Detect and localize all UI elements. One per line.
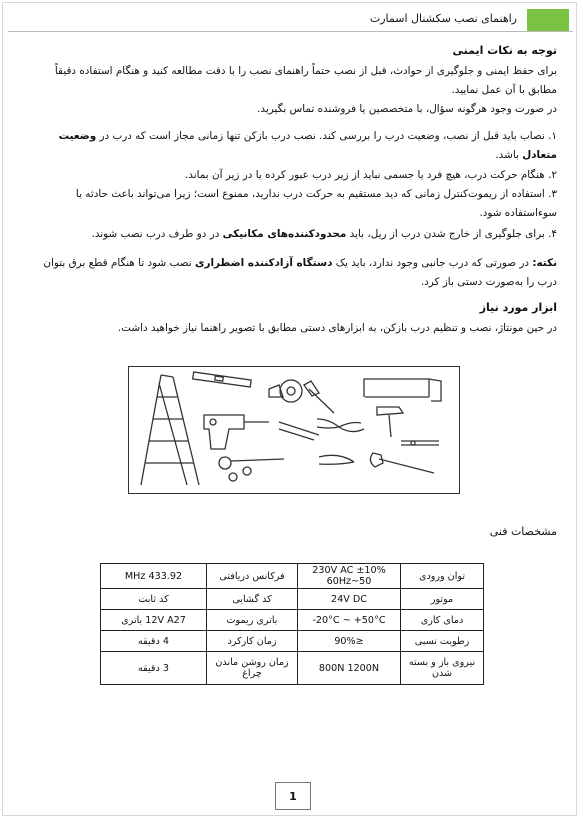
- page-number: 1: [275, 782, 311, 810]
- spec-value: -20°C ~ +50°C: [298, 610, 401, 631]
- item-1-end: باشد.: [495, 149, 523, 161]
- spec-value: 24V DC: [298, 589, 401, 610]
- note-text: در صورتی که درب جانبی وجود ندارد، باید یک: [332, 257, 533, 269]
- spec-label: کد گشایی: [207, 589, 298, 610]
- ladder-icon: [141, 375, 199, 485]
- tools-text: در حین مونتاژ، نصب و تنظیم درب بازکن، به ابزارهای دستی مطابق با تصویر راهنما نیاز خواهید داشت.: [117, 322, 557, 334]
- spec-label: باتری ریموت: [207, 610, 298, 631]
- item-1-bold: وضعیت متعادل: [58, 130, 557, 161]
- hacksaw-icon: [364, 379, 441, 401]
- wire-stripper-icon: [401, 441, 439, 445]
- table-row: [101, 631, 484, 652]
- level-icon: [193, 372, 251, 387]
- safety-heading: توجه به نکات ایمنی: [452, 44, 557, 57]
- spec-label: دمای کاری: [401, 610, 484, 631]
- safety-item-3: ۳. استفاده از ریموت‌کنترل زمانی که دید مستقیم به حرکت درب ندارید، ممنوع است؛ زیرا می‌تواند باعث حادثه یا سوءاستفاده شود.: [75, 188, 557, 219]
- tools-heading: ابزار مورد نیاز: [479, 301, 557, 314]
- spec-label: فرکانس دریافتی: [207, 564, 298, 589]
- item-4-bold: محدودکننده‌های مکانیکی: [222, 228, 347, 240]
- tape-measure-icon: [269, 380, 302, 402]
- spec-value: 433.92 MHz: [101, 564, 207, 589]
- page-header: [8, 9, 573, 31]
- table-row: [101, 589, 484, 610]
- safety-intro-1: برای حفظ ایمنی و جلوگیری از حوادث، قبل از نصب حتماً راهنمای نصب را با دقت مطالعه کنید و هنگام استفاده دقیقاً مطابق با آن عمل نمایید.: [54, 65, 557, 96]
- item-4-text: ۴. برای جلوگیری از خارج شدن درب از ریل، باید: [346, 228, 557, 240]
- spec-label: نیروی باز و بسته شدن: [401, 652, 484, 685]
- specs-title: مشخصات فنی: [489, 525, 557, 538]
- table-row: [101, 564, 484, 589]
- note-label: نکته:: [532, 257, 557, 269]
- spec-value: 3 دقیقه: [101, 652, 207, 685]
- adjustable-wrench-icon: [370, 453, 434, 473]
- header-divider: [8, 31, 573, 32]
- safety-item-4: [25, 225, 557, 244]
- header-accent-bar: [527, 9, 569, 31]
- safety-intro-2: در صورت وجود هرگونه سؤال، با متخصصین یا فروشنده تماس بگیرید.: [257, 103, 557, 115]
- spec-value: 12V A27 باتری: [101, 610, 207, 631]
- pliers-icon: [317, 419, 364, 464]
- socket-wrench-icon: [219, 457, 284, 481]
- table-row: [101, 652, 484, 685]
- header-title: راهنمای نصب سکشنال اسمارت: [369, 12, 517, 25]
- tools-illustration: [128, 366, 460, 494]
- table-row: [101, 610, 484, 631]
- item-1-text: ۱. نصاب باید قبل از نصب، وضعیت درب را بررسی کند. نصب درب بازکن تنها زمانی مجاز است که درب در: [96, 130, 557, 142]
- note-bold: دستگاه آزادکننده اضطراری: [194, 257, 333, 269]
- drill-icon: [204, 415, 269, 449]
- spec-label: رطوبت نسبی: [401, 631, 484, 652]
- safety-item-1: [25, 127, 557, 165]
- spec-value: 230V AC ±10% 50~60Hz: [298, 564, 401, 589]
- spec-value: 4 دقیقه: [101, 631, 207, 652]
- spec-label: زمان روشن ماندن چراغ: [207, 652, 298, 685]
- specs-table: [100, 563, 484, 685]
- spec-label: توان ورودی: [401, 564, 484, 589]
- safety-item-2: ۲. هنگام حرکت درب، هیچ فرد یا جسمی نباید از زیر درب عبور کرده یا در زیر آن بماند.: [184, 169, 557, 181]
- item-4-end: در دو طرف درب نصب شوند.: [91, 228, 223, 240]
- spec-value: ≤90%: [298, 631, 401, 652]
- safety-note: [25, 254, 557, 292]
- hammer-icon: [377, 407, 403, 437]
- spec-label: موتور: [401, 589, 484, 610]
- note-end: نصب شود تا هنگام قطع برق بتوان درب را به‌صورت دستی باز کرد.: [43, 257, 557, 288]
- spec-label: زمان کارکرد: [207, 631, 298, 652]
- spec-value: کد ثابت: [101, 589, 207, 610]
- spec-value: 800N 1200N: [298, 652, 401, 685]
